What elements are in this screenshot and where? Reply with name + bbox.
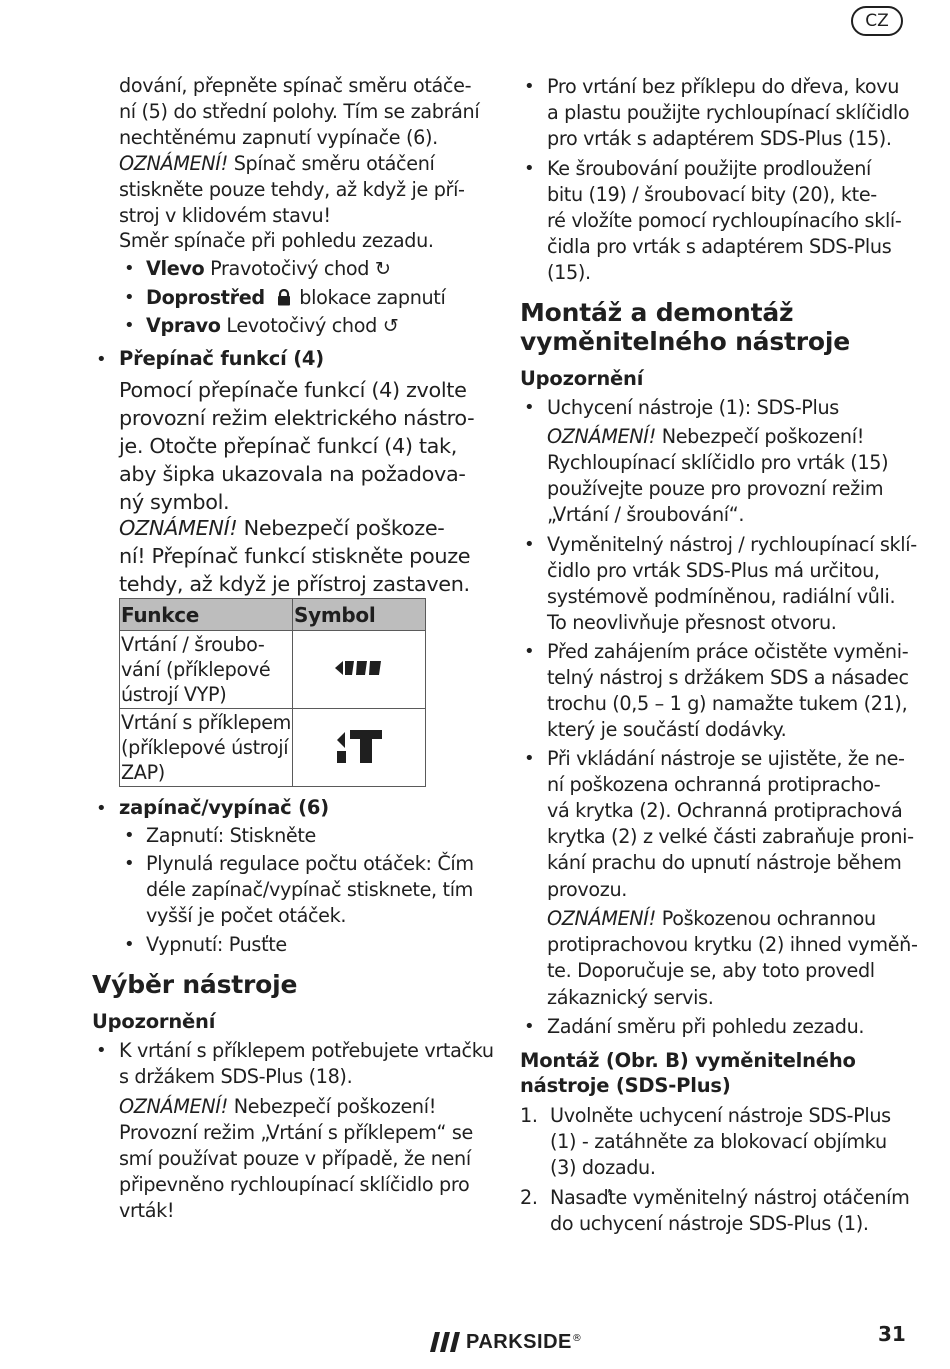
counterclockwise-icon: ↺ (382, 314, 399, 337)
table-row (120, 709, 426, 787)
bullet-dot: • (96, 1040, 107, 1061)
bullet-dot: • (124, 853, 135, 874)
notice-text: Nebezpečí poškození! (227, 1095, 437, 1118)
notice-line: stiskněte pouze tehdy, až když je pří- (119, 178, 465, 201)
notice-label: OZNÁMENÍ! (119, 1095, 228, 1118)
cell-line: ústrojí VYP) (121, 683, 227, 706)
bullet-line: kání prachu do upnutí nástroje během (547, 851, 902, 874)
step-number: 2. (520, 1186, 538, 1209)
bullet-dot: • (124, 287, 135, 308)
tool-selection-line: s držákem SDS-Plus (18). (119, 1065, 353, 1088)
bullet-dot: • (124, 258, 135, 279)
clockwise-icon: ↻ (374, 257, 391, 280)
notice-line (119, 1094, 436, 1120)
trademark-mark: ® (571, 1332, 582, 1344)
function-switch-line: aby šipka ukazovala na požadova- (119, 462, 466, 486)
bullet-line: čidla pro vrták s adaptérem SDS-Plus (547, 235, 892, 258)
table-cell (120, 709, 293, 787)
tool-selection-subheading: Upozornění (92, 1010, 216, 1033)
direction-text: blokace zapnutí (293, 286, 446, 309)
tool-selection-heading: Výběr nástroje (92, 970, 298, 999)
bullet-line: pro vrták s adaptérem SDS-Plus (15). (547, 127, 892, 150)
hammer-drill-symbol-icon (335, 726, 383, 766)
notice-line: stroj v klidovém stavu! (119, 204, 331, 227)
notice-line: te. Doporučuje se, aby toto provedl (547, 959, 875, 982)
bullet-line: Vyměnitelný nástroj / rychloupínací sklí- (547, 533, 917, 556)
onoff-item-line: Vypnutí: Pusťte (146, 933, 287, 956)
drill-symbol-icon (335, 659, 383, 677)
intro-line: nechtěnému zapnutí vypínače (6). (119, 126, 438, 149)
notice-label: OZNÁMENÍ! (119, 152, 228, 175)
notice-line (547, 906, 876, 932)
bullet-dot: • (124, 934, 135, 955)
notice-line: Provozní režim „Vrtání s příklepem“ se (119, 1121, 473, 1144)
notice-text: Nebezpečí poškození! (655, 425, 865, 448)
mount-heading: vyměnitelného nástroje (520, 327, 850, 356)
table-cell (120, 631, 293, 709)
function-table (119, 598, 426, 787)
notice-line: používejte pouze pro provozní režim (547, 477, 884, 500)
onoff-item-line: Plynulá regulace počtu otáček: Čím (146, 852, 474, 875)
brand-name: PARKSIDE (466, 1330, 572, 1353)
onoff-heading: zapínač/vypínač (6) (119, 796, 329, 819)
notice-line: Rychloupínací sklíčidlo pro vrták (15) (547, 451, 889, 474)
bullet-line: To neovlivňuje přesnost otvoru. (547, 611, 837, 634)
mount-b-heading: nástroje (SDS-Plus) (520, 1074, 731, 1097)
notice-line: ní! Přepínač funkcí stiskněte pouze (119, 544, 471, 568)
notice-line: tehdy, až když je přístroj zastaven. (119, 572, 470, 596)
notice-line (119, 514, 444, 542)
table-header: Symbol (293, 599, 426, 631)
cell-line: ZAP) (121, 761, 165, 784)
bullet-dot: • (96, 349, 107, 370)
direction-label: Vpravo (146, 314, 221, 337)
notice-label: OZNÁMENÍ! (119, 516, 238, 540)
mount-heading: Montáž a demontáž (520, 298, 794, 327)
function-switch-line: Pomocí přepínače funkcí (4) zvolte (119, 378, 467, 402)
notice-line (547, 424, 864, 450)
bullet-line: trochu (0,5 – 1 g) namažte tukem (21), (547, 692, 908, 715)
direction-item-center (146, 285, 445, 311)
table-header-row (120, 599, 426, 631)
notice-line: „Vrtání / šroubování“. (547, 503, 745, 526)
notice-label: OZNÁMENÍ! (547, 425, 656, 448)
step-line: Uvolněte uchycení nástroje SDS-Plus (550, 1104, 891, 1127)
bullet-dot: • (524, 641, 535, 662)
bullet-line: čidlo pro vrták SDS-Plus má určitou, (547, 559, 880, 582)
notice-line (119, 151, 434, 177)
bullet-line: krytka (2) z velké části zabraňuje proni- (547, 825, 914, 848)
notice-line: smí používat pouze v případě, že není (119, 1147, 471, 1170)
bullet-line: Před zahájením práce očistěte vyměni- (547, 640, 909, 663)
bullet-line: vá krytka (2). Ochranná protiprachová (547, 799, 903, 822)
bullet-dot: • (524, 748, 535, 769)
intro-line: dování, přepněte spínač směru otáče- (119, 74, 472, 97)
direction-text: Pravotočivý chod (204, 257, 375, 280)
cell-line: (příklepové ústrojí (121, 736, 289, 759)
table-header: Funkce (120, 599, 293, 631)
tool-selection-line: K vrtání s příklepem potřebujete vrtačku (119, 1039, 494, 1062)
notice-text: Spínač směru otáčení (227, 152, 435, 175)
step-line: do uchycení nástroje SDS-Plus (1). (550, 1212, 869, 1235)
bullet-dot: • (524, 534, 535, 555)
cell-line: vání (příklepové (121, 658, 271, 681)
cell-line: Vrtání s příklepem (121, 711, 292, 734)
bullet-line: Pro vrtání bez příklepu do dřeva, kovu (547, 75, 900, 98)
language-badge: CZ (851, 6, 903, 36)
bullet-line: ré vložíte pomocí rychloupínacího sklí- (547, 209, 902, 232)
lock-icon (277, 289, 291, 306)
bullet-line: Při vkládání nástroje se ujistěte, že ne- (547, 747, 905, 770)
brand-stripes-icon (430, 1332, 460, 1352)
notice-label: OZNÁMENÍ! (547, 907, 656, 930)
notice-text: Nebezpečí poškoze- (237, 516, 445, 540)
brand-logo (430, 1329, 582, 1355)
bullet-dot: • (524, 1016, 535, 1037)
notice-text: Poškozenou ochrannou (655, 907, 876, 930)
table-cell (293, 631, 426, 709)
bullet-dot: • (124, 315, 135, 336)
direction-label: Vlevo (146, 257, 205, 280)
intro-line: ní (5) do střední polohy. Tím se zabrání (119, 100, 480, 123)
onoff-item-line: déle zapínač/vypínač stisknete, tím (146, 878, 474, 901)
bullet-dot: • (524, 158, 535, 179)
bullet-dot: • (124, 825, 135, 846)
notice-line: zákaznický servis. (547, 986, 714, 1009)
onoff-item-line: vyšší je počet otáček. (146, 904, 347, 927)
direction-label: Doprostřed (146, 286, 265, 309)
bullet-line: systémově podmíněnou, radiální vůli. (547, 585, 896, 608)
step-line: (1) - zatáhněte za blokovací objímku (550, 1130, 887, 1153)
bullet-dot: • (524, 397, 535, 418)
notice-line: vrták! (119, 1199, 175, 1222)
step-line: Nasaďte vyměnitelný nástroj otáčením (550, 1186, 910, 1209)
bullet-line: Ke šroubování použijte prodloužení (547, 157, 872, 180)
notice-line: připevněno rychloupínací sklíčidlo pro (119, 1173, 470, 1196)
bullet-line: (15). (547, 261, 591, 284)
function-switch-line: je. Otočte přepínač funkcí (4) tak, (119, 434, 457, 458)
bullet-line: který je součástí dodávky. (547, 718, 787, 741)
table-cell (293, 709, 426, 787)
mount-b-heading: Montáž (Obr. B) vyměnitelného (520, 1049, 856, 1072)
function-switch-heading: Přepínač funkcí (4) (119, 347, 325, 370)
bullet-line: telný nástroj s držákem SDS a násadec (547, 666, 909, 689)
function-switch-line: provozní režim elektrického nástro- (119, 406, 475, 430)
table-row (120, 631, 426, 709)
mount-subheading: Upozornění (520, 367, 644, 390)
direction-item-right (146, 313, 398, 339)
function-switch-line: ný symbol. (119, 490, 230, 514)
direction-text: Levotočivý chod (220, 314, 383, 337)
bullet-dot: • (524, 76, 535, 97)
step-number: 1. (520, 1104, 538, 1127)
bullet-line: bitu (19) / šroubovací bity (20), kte- (547, 183, 877, 206)
cell-line: Vrtání / šroubo- (121, 633, 265, 656)
bullet-line: Zadání směru při pohledu zezadu. (547, 1015, 865, 1038)
onoff-item-line: Zapnutí: Stiskněte (146, 824, 316, 847)
bullet-line: provozu. (547, 878, 628, 901)
direction-item-left (146, 256, 391, 282)
bullet-line: a plastu použijte rychloupínací sklíčidlo (547, 101, 910, 124)
bullet-line: ní poškozena ochranná protiprachо- (547, 773, 881, 796)
step-line: (3) dozadu. (550, 1156, 656, 1179)
notice-line: Směr spínače při pohledu zezadu. (119, 229, 434, 252)
page-number: 31 (878, 1322, 906, 1346)
notice-line: protiprachovou krytku (2) ihned vyměň- (547, 933, 918, 956)
bullet-dot: • (96, 798, 107, 819)
bullet-line: Uchycení nástroje (1): SDS-Plus (547, 396, 839, 419)
